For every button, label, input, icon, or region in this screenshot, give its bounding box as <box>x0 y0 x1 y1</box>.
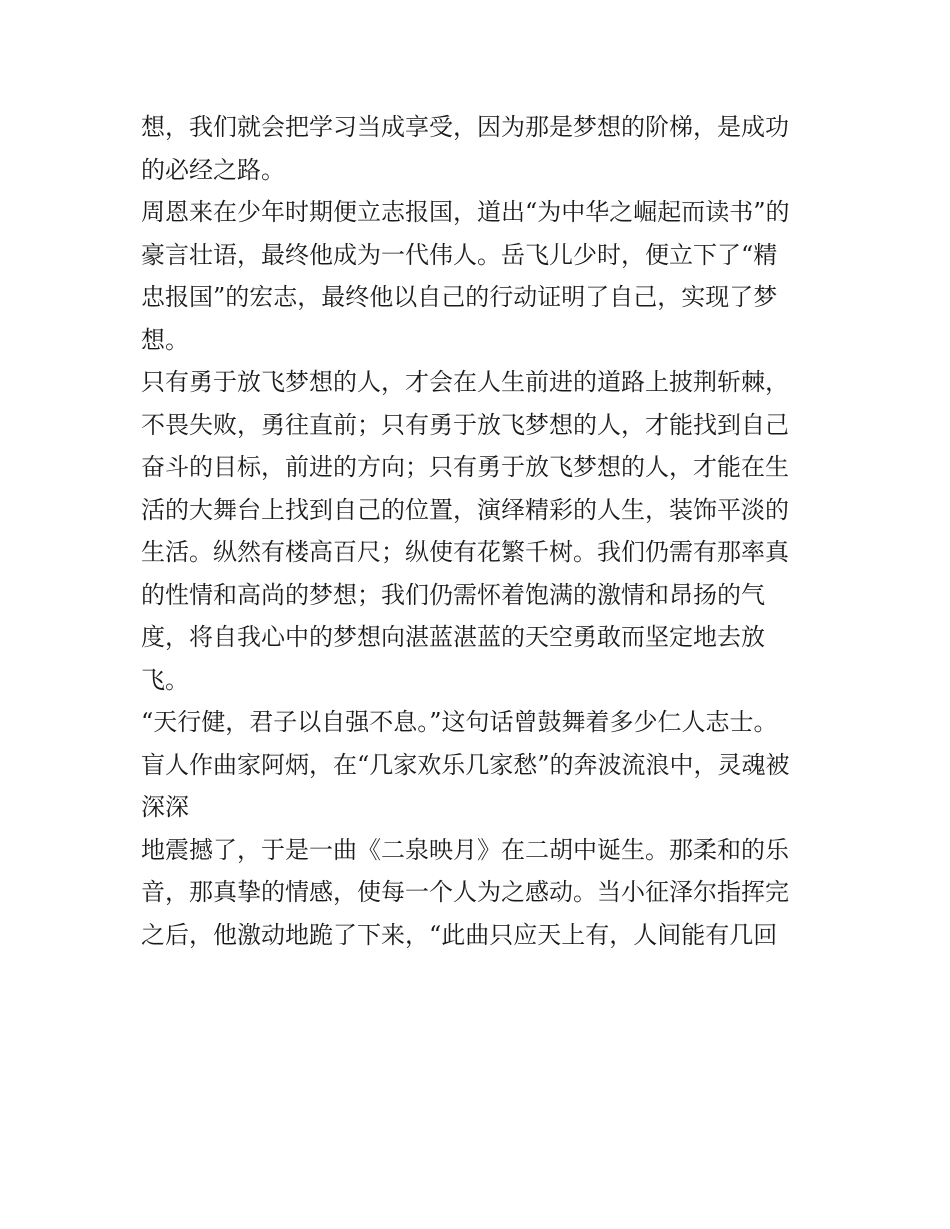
text-line: 的必经之路。 <box>141 155 285 184</box>
body-text <box>141 106 821 956</box>
text-line: 飞。 <box>141 665 189 694</box>
text-line: 之后，他激动地跪了下来，“此曲只应天上有，人间能有几回 <box>141 920 778 949</box>
text-line: 豪言壮语，最终他成为一代伟人。岳飞儿少时，便立下了“精 <box>141 240 778 269</box>
text-line: 想，我们就会把学习当成享受，因为那是梦想的阶梯，是成功 <box>141 113 789 141</box>
text-line: 忠报国”的宏志，最终他以自己的行动证明了自己，实现了梦 <box>141 283 778 311</box>
text-line: 的性情和高尚的梦想；我们仍需怀着饱满的激情和昂扬的气 <box>141 580 765 609</box>
text-line: 活的大舞台上找到自己的位置，演绎精彩的人生，装饰平淡的 <box>141 495 789 524</box>
text-line: 盲人作曲家阿炳，在“几家欢乐几家愁”的奔波流浪中，灵魂被 <box>141 750 790 779</box>
text-line: 生活。纵然有楼高百尺；纵使有花繁千树。我们仍需有那率真 <box>141 538 789 566</box>
text-line: 只有勇于放飞梦想的人，才会在人生前进的道路上披荆斩棘， <box>141 368 789 396</box>
text-line: 深深 <box>141 793 189 821</box>
text-line: 地震撼了，于是一曲《二泉映月》在二胡中诞生。那柔和的乐 <box>141 835 789 864</box>
text-line: 周恩来在少年时期便立志报国，道出“为中华之崛起而读书”的 <box>141 198 790 226</box>
text-line: “天行健，君子以自强不息。”这句话曾鼓舞着多少仁人志士。 <box>141 708 778 736</box>
text-line: 想。 <box>141 325 189 354</box>
text-line: 不畏失败，勇往直前；只有勇于放飞梦想的人，才能找到自己 <box>141 410 789 439</box>
text-line: 度，将自我心中的梦想向湛蓝湛蓝的天空勇敢而坚定地去放 <box>141 623 765 651</box>
text-line: 音，那真挚的情感，使每一个人为之感动。当小征泽尔指挥完 <box>141 878 789 906</box>
text-line: 奋斗的目标，前进的方向；只有勇于放飞梦想的人，才能在生 <box>141 453 789 481</box>
